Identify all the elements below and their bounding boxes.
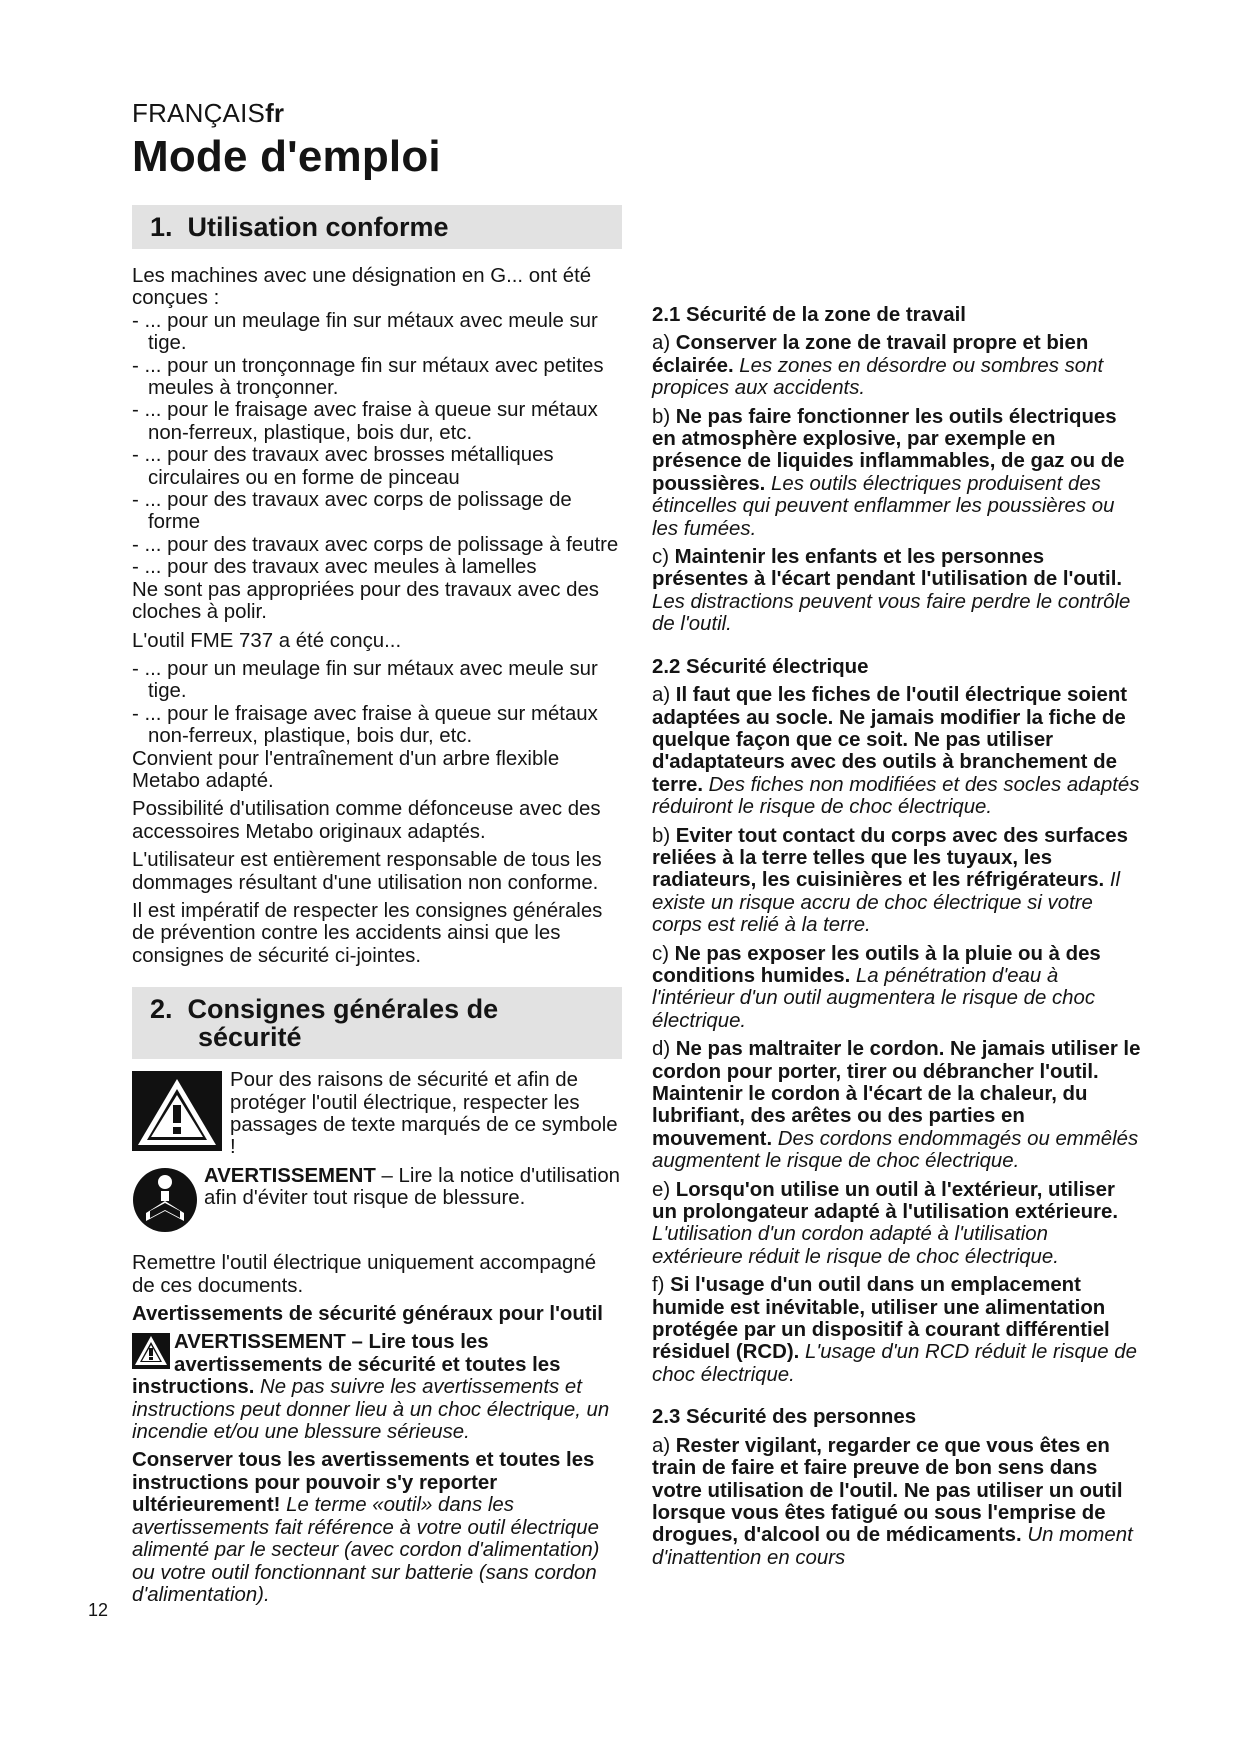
keep-instructions-bold: Conserver tous les avertissements et toutes les instructions pour pouvoir s'y reporter ultérieurement! bbox=[132, 1449, 595, 1517]
manual-warning-text: – Lire la notice d'utilisation afin d'éviter tout risque de blessure. bbox=[204, 1164, 621, 1210]
section-2-title-line1: Consignes générales de bbox=[187, 994, 499, 1025]
router-text: Possibilité d'utilisation comme défonceuse avec des accessoires Metabo originaux adaptés. bbox=[132, 798, 601, 843]
item-italic: La pénétration d'eau à l'intérieur d'un outil augmentera le risque de choc électrique. bbox=[652, 964, 1096, 1032]
item-letter: a) bbox=[652, 332, 676, 355]
item-bold: Lorsqu'on utilise un outil à l'extérieur, utiliser un prolongateur adapté à l'utilisation extérieure. bbox=[652, 1178, 1118, 1224]
item-italic: Des fiches non modifiées et des socles adaptés réduiront le risque de choc électrique. bbox=[652, 773, 1140, 819]
list-item bbox=[652, 684, 1144, 818]
usage-intro: Les machines avec une désignation en G... ont été conçues : bbox=[132, 265, 592, 310]
section-1-title: Utilisation conforme bbox=[187, 212, 449, 242]
item-italic: Des cordons endommagés ou emmêlés augmentent le risque de choc électrique. bbox=[652, 1127, 1139, 1173]
list-item: - ... pour un tronçonnage fin sur métaux avec petites meules à tronçonner. bbox=[132, 354, 604, 400]
item-bold: Conserver la zone de travail propre et bien éclairée. bbox=[652, 332, 1089, 377]
list-item bbox=[652, 332, 1144, 399]
section-2-number: 2. bbox=[150, 994, 173, 1025]
list-item bbox=[652, 406, 1144, 540]
item-letter: f) bbox=[652, 1274, 671, 1297]
item-italic: Les zones en désordre ou sombres sont propices aux accidents. bbox=[652, 354, 1104, 400]
list-item: - ... pour des travaux avec corps de polissage de forme bbox=[132, 489, 572, 534]
item-letter: a) bbox=[652, 1434, 676, 1457]
read-manual-text bbox=[204, 1165, 622, 1210]
handover-text: Remettre l'outil électrique uniquement accompagné de ces documents. bbox=[132, 1252, 597, 1297]
general-warnings-heading bbox=[132, 1303, 622, 1325]
language-name: FRANÇAIS bbox=[132, 98, 266, 128]
item-bold: Ne pas exposer les outils à la pluie ou à des conditions humides. bbox=[652, 942, 1101, 987]
read-manual-icon bbox=[132, 1167, 198, 1238]
keep-instructions-italic: Le terme «outil» dans les avertissements fait référence à votre outil électrique alimenté par le secteur (avec cordon d'alimentation) ou votre outil fonctionnant sur batterie (sans cordon d'alimentation). bbox=[132, 1494, 600, 1606]
page-title: Mode d'emploi bbox=[132, 132, 441, 181]
respect-text: Il est impératif de respecter les consignes générales de prévention contre les accidents ainsi que les consignes de sécurité ci-jointes. bbox=[132, 899, 603, 967]
item-letter: e) bbox=[652, 1178, 676, 1201]
list-item bbox=[652, 1038, 1144, 1172]
item-bold: Rester vigilant, regarder ce que vous êtes en train de faire et faire preuve de bon sens dans votre utilisation de l'outil. Ne pas utiliser un outil lorsque vous êtes fatigué ou sous l'emprise de drogues, d'alcool ou de médicaments. bbox=[652, 1434, 1123, 1547]
section-2-title-line2: sécurité bbox=[198, 1022, 302, 1053]
list-item: - ... pour le fraisage avec fraise à queue sur métaux non-ferreux, plastique, bois dur, etc. bbox=[132, 399, 598, 444]
read-warnings-bold: AVERTISSEMENT – Lire tous les avertissements de sécurité et toutes les instructions. bbox=[132, 1331, 561, 1399]
item-bold: Ne pas faire fonctionner les outils électriques en atmosphère explosive, par exemple en présence de liquides inflammables, de gaz ou de poussières. bbox=[652, 405, 1125, 495]
item-bold: Ne pas maltraiter le cordon. Ne jamais utiliser le cordon pour porter, tirer ou débrancher l'outil. Maintenir le cordon à l'écart de la chaleur, du lubrifiant, des arêtes ou des parties en mouvement. bbox=[652, 1038, 1141, 1150]
manual-warning-word: AVERTISSEMENT bbox=[204, 1164, 376, 1187]
page-number: 12 bbox=[88, 1600, 109, 1620]
item-letter: c) bbox=[652, 546, 675, 569]
small-warning-icon bbox=[132, 1333, 170, 1374]
warning-triangle-icon bbox=[132, 1071, 222, 1156]
item-italic: Les outils électriques produisent des étincelles qui peuvent enflammer les poussières ou les fumées. bbox=[652, 472, 1115, 540]
list-item: - ... pour des travaux avec brosses métalliques circulaires ou en forme de pinceau bbox=[132, 444, 554, 489]
section-2-heading bbox=[132, 987, 622, 1059]
list-item bbox=[652, 1435, 1144, 1569]
not-suitable-text: Ne sont pas appropriées pour des travaux avec des cloches à polir. bbox=[132, 578, 599, 624]
subsection-2-2-title: 2.2 Sécurité électrique bbox=[652, 655, 869, 678]
language-code: fr bbox=[265, 98, 285, 128]
left-column bbox=[132, 205, 622, 1612]
list-item bbox=[652, 825, 1144, 937]
warning-symbol-text: Pour des raisons de sécurité et afin de protéger l'outil électrique, respecter les passages de texte marqués de ce symbole ! bbox=[230, 1069, 618, 1159]
right-column bbox=[652, 292, 1144, 1575]
list-item: - ... pour un meulage fin sur métaux avec meule sur tige. bbox=[132, 657, 598, 703]
item-italic: Un moment d'inattention en cours bbox=[652, 1524, 1133, 1569]
list-item: - ... pour un meulage fin sur métaux avec meule sur tige. bbox=[132, 309, 598, 355]
item-italic: L'usage d'un RCD réduit le risque de choc électrique. bbox=[652, 1341, 1137, 1386]
read-warnings-italic: Ne pas suivre les avertissements et instructions peut donner lieu à un choc électrique, un incendie et/ou une blessure sérieuse. bbox=[132, 1376, 610, 1444]
list-item bbox=[652, 1274, 1144, 1386]
read-all-warnings bbox=[132, 1331, 622, 1443]
usage-list-g bbox=[132, 310, 622, 579]
list-item bbox=[652, 943, 1144, 1033]
item-letter: c) bbox=[652, 942, 675, 965]
language-label bbox=[132, 98, 284, 129]
usage-list-fme bbox=[132, 658, 622, 748]
item-italic: Il existe un risque accru de choc électrique si votre corps est relié à la terre. bbox=[652, 869, 1121, 937]
read-manual-row bbox=[132, 1165, 622, 1238]
item-letter: b) bbox=[652, 824, 676, 847]
item-bold: Eviter tout contact du corps avec des surfaces reliées à la terre telles que les tuyaux, les radiateurs, les cuisinières et les réfrigérateurs. bbox=[652, 824, 1128, 892]
list-item: - ... pour le fraisage avec fraise à queue sur métaux non-ferreux, plastique, bois dur, etc. bbox=[132, 702, 598, 748]
fme-intro: L'outil FME 737 a été conçu... bbox=[132, 629, 402, 652]
subsection-2-3-title: 2.3 Sécurité des personnes bbox=[652, 1406, 917, 1429]
item-italic: Les distractions peuvent vous faire perdre le contrôle de l'outil. bbox=[652, 590, 1131, 636]
item-letter: b) bbox=[652, 405, 676, 428]
list-item: - ... pour des travaux avec corps de polissage à feutre bbox=[132, 533, 619, 556]
subsection-2-1-title: 2.1 Sécurité de la zone de travail bbox=[652, 304, 966, 326]
list-item bbox=[652, 546, 1144, 636]
item-letter: d) bbox=[652, 1038, 676, 1061]
section-1-number: 1. bbox=[150, 212, 173, 242]
responsibility-text: L'utilisateur est entièrement responsable de tous les dommages résultant d'une utilisation non conforme. bbox=[132, 849, 602, 894]
item-bold: Maintenir les enfants et les personnes présentes à l'écart pendant l'utilisation de l'outil. bbox=[652, 546, 1123, 591]
flex-shaft-text: Convient pour l'entraînement d'un arbre flexible Metabo adapté. bbox=[132, 747, 560, 792]
section-1-heading bbox=[132, 205, 622, 249]
item-bold: Il faut que les fiches de l'outil électrique soient adaptées au socle. Ne jamais modifier la fiche de quelque façon que ce soit. Ne pas utiliser d'adaptateurs avec des outils à branchement de terre. bbox=[652, 684, 1128, 796]
item-bold: Si l'usage d'un outil dans un emplacement humide est inévitable, utiliser une alimentation protégée par un dispositif à courant différentiel résiduel (RCD). bbox=[652, 1274, 1110, 1364]
general-warnings-heading-text: Avertissements de sécurité généraux pour l'outil bbox=[132, 1303, 603, 1326]
warning-symbol-row bbox=[132, 1069, 622, 1159]
list-item: - ... pour des travaux avec meules à lamelles bbox=[132, 556, 537, 579]
item-letter: a) bbox=[652, 684, 676, 707]
keep-instructions bbox=[132, 1449, 622, 1606]
item-italic: L'utilisation d'un cordon adapté à l'utilisation extérieure réduit le risque de choc électrique. bbox=[652, 1223, 1059, 1268]
list-item bbox=[652, 1179, 1144, 1269]
